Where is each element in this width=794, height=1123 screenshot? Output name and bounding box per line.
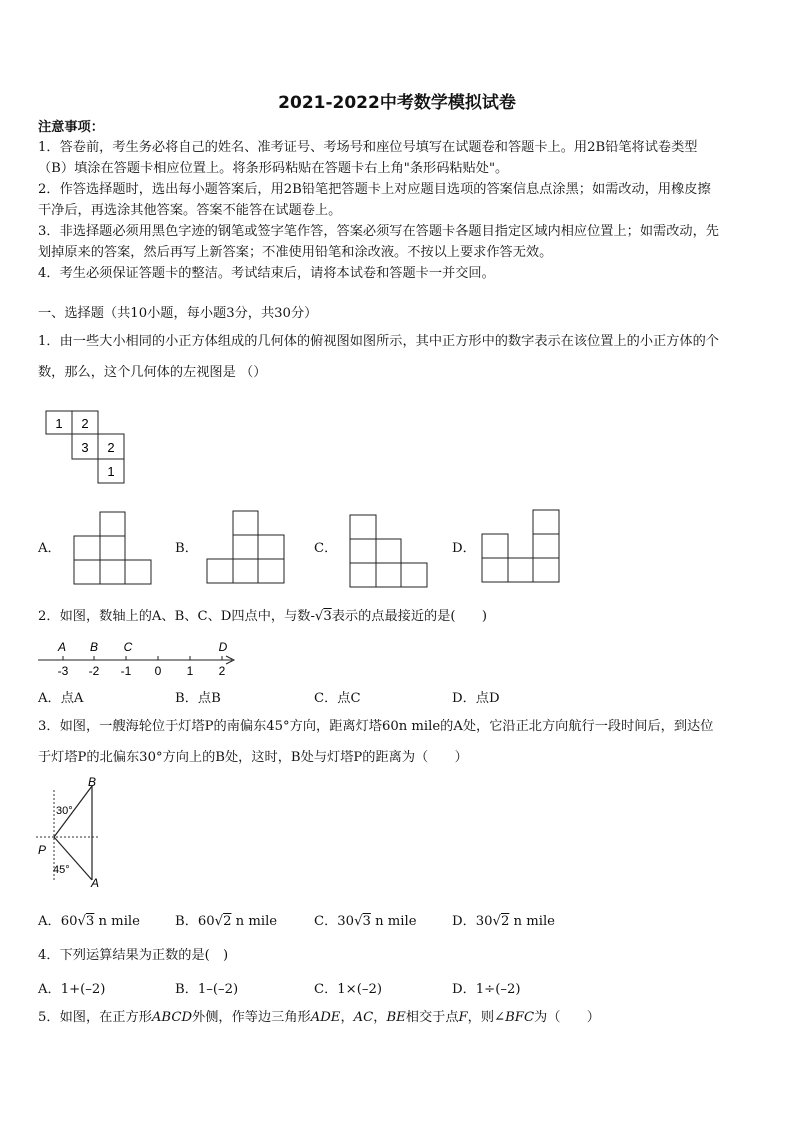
- option-letter: C．: [314, 914, 338, 929]
- sqrt-symbol: √: [492, 914, 501, 929]
- option-c[interactable]: C．点C: [314, 691, 361, 706]
- option-radicand: 2: [500, 914, 510, 929]
- q4-options: [38, 978, 760, 998]
- option-a[interactable]: [38, 910, 140, 929]
- tick-label: 1: [186, 664, 194, 678]
- option-letter: D．: [452, 914, 476, 929]
- notice-line: 划掉原来的答案，然后再写上新答案；不准使用铅笔和涂改液。不按以上要求作答无效。: [38, 245, 553, 260]
- option-a-figure[interactable]: [72, 510, 154, 586]
- q5-ade: ADE: [310, 1010, 341, 1025]
- angle-30-label: 30°: [56, 805, 73, 817]
- angle-45-label: 45°: [53, 864, 70, 876]
- page-title: 2021-2022中考数学模拟试卷: [278, 93, 516, 113]
- grid-number: 3: [81, 440, 89, 455]
- q5-text: ，则∠: [467, 1010, 506, 1025]
- option-a[interactable]: A．点A: [38, 691, 84, 706]
- grid-number: 1: [107, 464, 115, 479]
- q2-stem-after: 表示的点最接近的是( ): [331, 609, 488, 624]
- notice-line: 3．非选择题必须用黑色字迹的钢笔或签字笔作答，答案必须写在答题卡各题目指定区域内相应位置上；如需改动，先: [38, 224, 719, 239]
- option-unit: n mile: [98, 914, 140, 929]
- sqrt-symbol: √: [314, 609, 324, 624]
- option-radicand: 3: [362, 914, 371, 929]
- option-unit: n mile: [235, 914, 278, 929]
- point-label-c: C: [123, 640, 133, 654]
- q2-stem-before: 2．如图，数轴上的A、B、C、D四点中，与数-: [38, 609, 315, 624]
- tick-label: 0: [154, 664, 162, 678]
- option-d[interactable]: D．点D: [452, 691, 500, 706]
- notice-line: 1．答卷前，考生务必将自己的姓名、准考证号、考场号和座位号填写在试题卷和答题卡上。用2B铅笔将试卷类型: [38, 140, 698, 155]
- option-b[interactable]: B．1–(–2): [175, 982, 239, 997]
- notice-line: 2．作答选择题时，选出每小题答案后，用2B铅笔把答题卡上对应题目选项的答案信息点涂黑；如需改动，用橡皮擦: [38, 182, 711, 197]
- q5-text: 相交于点: [405, 1010, 459, 1025]
- option-unit: n mile: [513, 914, 555, 929]
- option-coef: 60: [197, 914, 215, 929]
- notice-line: （B）填涂在答题卡相应位置上。将条形码粘贴在答题卡右上角"条形码粘贴处"。: [38, 161, 509, 176]
- option-d[interactable]: D．1÷(–2): [452, 982, 521, 997]
- tick-label: 2: [218, 664, 226, 678]
- option-radicand: 3: [85, 914, 95, 929]
- option-radicand: 2: [223, 914, 232, 929]
- question-3-line-2: 于灯塔P的北偏东30°方向上的B处，这时，B处与灯塔P的距离为（ ）: [38, 750, 468, 765]
- label-b: B: [88, 776, 97, 789]
- grid-number: 2: [107, 440, 115, 455]
- option-b[interactable]: [175, 910, 277, 929]
- q5-text: 外侧，作等边三角形: [192, 1010, 311, 1025]
- tick-label: -3: [57, 664, 69, 678]
- section-heading: 一、选择题（共10小题，每小题3分，共30分）: [38, 306, 318, 321]
- q5-abcd: ABCD: [151, 1010, 193, 1025]
- notice-line: 干净后，再选涂其他答案。答案不能答在试题卷上。: [38, 203, 342, 218]
- q2-options: [38, 687, 760, 707]
- option-b-figure[interactable]: [205, 509, 287, 585]
- tick-label: -1: [120, 664, 132, 678]
- option-b-label[interactable]: B．: [175, 541, 198, 556]
- option-c-label[interactable]: C．: [314, 541, 338, 556]
- notice-line: 4．考生必须保证答题卡的整洁。考试结束后，请将本试卷和答题卡一并交回。: [38, 266, 495, 281]
- label-p: P: [38, 843, 47, 857]
- option-d[interactable]: [452, 910, 555, 929]
- question-5-stem: [38, 1008, 760, 1028]
- option-unit: n mile: [375, 914, 417, 929]
- question-3-line-1: 3．如图，一艘海轮位于灯塔P的南偏东45°方向，距离灯塔60n mile的A处，它沿正北方向航行一段时间后，到达位: [38, 719, 714, 734]
- point-label-d: D: [218, 640, 228, 654]
- grid-number: 1: [55, 416, 63, 431]
- option-coef: 30: [337, 914, 355, 929]
- sqrt-symbol: √: [354, 914, 363, 929]
- option-letter: A．: [38, 914, 61, 929]
- point-label-a: A: [57, 640, 67, 654]
- q5-text: ，: [340, 1010, 354, 1025]
- sqrt-symbol: √: [214, 914, 224, 929]
- question-2-stem: [38, 607, 760, 627]
- grid-number: 2: [81, 416, 89, 431]
- q2-radicand: 3: [323, 609, 332, 624]
- option-d-label[interactable]: D．: [452, 541, 476, 556]
- option-a[interactable]: A．1+(–2): [38, 982, 106, 997]
- q3-options: [38, 910, 760, 930]
- question-1-line-1: 1．由一些大小相同的小正方体组成的几何体的俯视图如图所示，其中正方形中的数字表示在该位置上的小正方体的个: [38, 334, 719, 349]
- option-a-label[interactable]: A．: [38, 541, 61, 556]
- question-1-line-2: 数，那么，这个几何体的左视图是 （）: [38, 365, 267, 380]
- q5-text: ，: [373, 1010, 387, 1025]
- q5-f: F: [458, 1010, 468, 1025]
- tick-label: -2: [88, 664, 100, 678]
- option-coef: 60: [60, 914, 78, 929]
- q5-text: 5．如图，在正方形: [38, 1010, 152, 1025]
- sqrt-symbol: √: [77, 914, 86, 929]
- option-c[interactable]: C．1×(–2): [314, 982, 382, 997]
- q5-bfc: BFC: [505, 1010, 535, 1025]
- q1-top-view-figure: [44, 408, 128, 486]
- notice-heading: 注意事项：: [38, 120, 104, 135]
- option-b[interactable]: B．点B: [175, 691, 221, 706]
- q2-number-line: [38, 636, 242, 680]
- question-4-stem: 4．下列运算结果为正数的是( ): [38, 948, 229, 963]
- point-label-b: B: [89, 640, 99, 654]
- q5-text: 为（ ）: [534, 1010, 600, 1025]
- q5-be: BE: [386, 1010, 406, 1025]
- q5-ac: AC: [353, 1010, 374, 1025]
- label-a: A: [91, 876, 100, 890]
- option-c[interactable]: [314, 910, 417, 929]
- q3-lighthouse-figure: [36, 776, 108, 890]
- option-c-figure[interactable]: [348, 513, 430, 589]
- option-letter: B．: [175, 914, 198, 929]
- option-d-figure[interactable]: [480, 508, 562, 586]
- option-coef: 30: [475, 914, 493, 929]
